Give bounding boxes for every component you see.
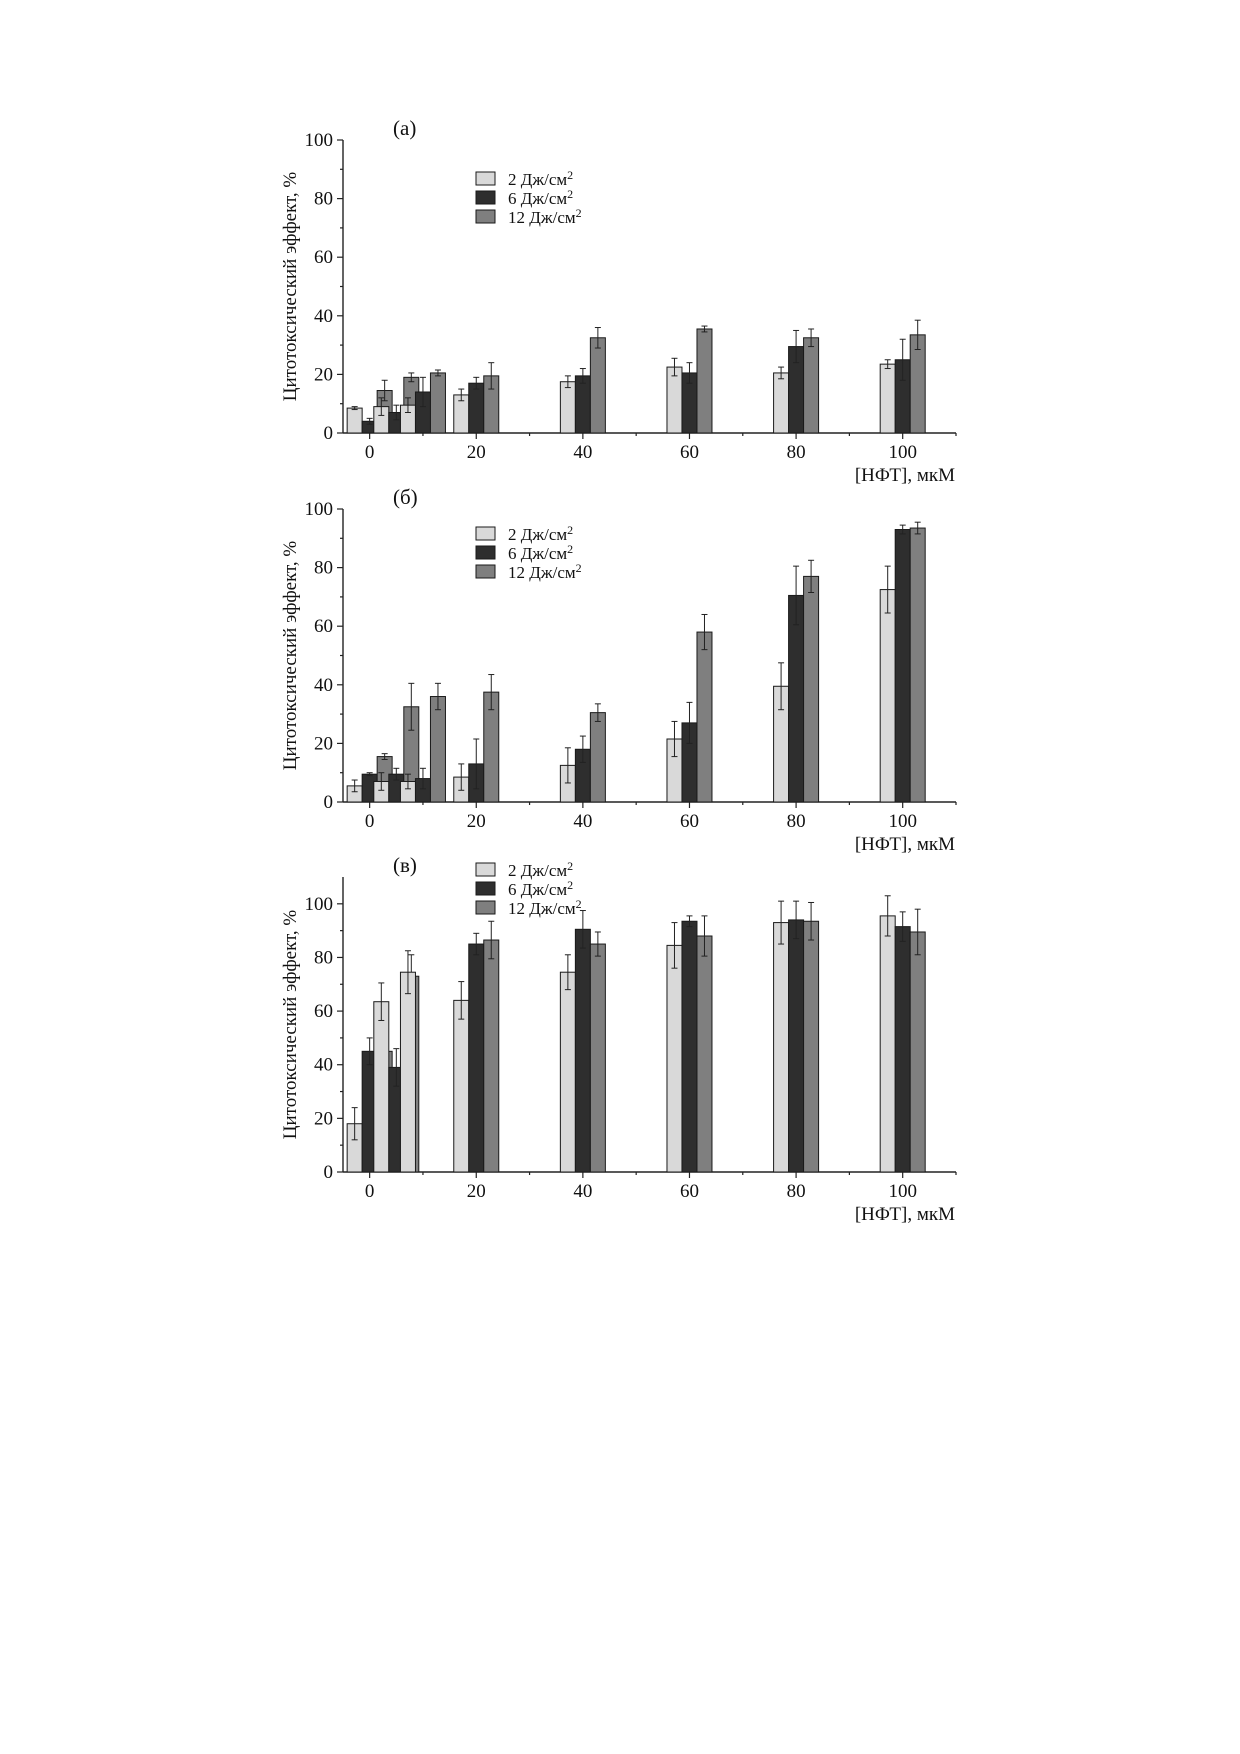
legend-label: 6 $Дж/см^2$ (508, 878, 574, 899)
y-tick-label: 80 (314, 947, 333, 969)
legend-label: 6 $Дж/см^2$ (508, 542, 574, 563)
bar (880, 916, 895, 1172)
legend-label: 2 $Дж/см^2$ (508, 859, 574, 880)
bar (880, 590, 895, 802)
chart-panel-3 (280, 853, 956, 1225)
bar (789, 595, 804, 802)
bar (430, 697, 445, 802)
y-axis-label: Цитотоксический эффект, % (280, 171, 301, 402)
x-tick-label: 100 (888, 811, 917, 832)
y-tick-label: 40 (314, 1054, 333, 1076)
y-tick-label: 60 (314, 247, 333, 269)
bar (590, 713, 605, 802)
x-axis-label: [НФТ], мкМ (854, 1204, 955, 1225)
x-tick-label: 20 (466, 1181, 486, 1202)
bar (469, 383, 484, 433)
legend-swatch (476, 546, 495, 559)
bar (484, 940, 499, 1172)
bar (910, 932, 925, 1172)
bar (560, 382, 575, 433)
y-tick-label: 40 (314, 674, 333, 696)
legend-label: 2 $Дж/см^2$ (508, 523, 574, 544)
legend-swatch (476, 191, 495, 204)
bar (590, 944, 605, 1172)
y-tick-label: 100 (304, 130, 333, 151)
chart-panel-2 (280, 485, 956, 855)
bar (667, 945, 682, 1172)
x-tick-label: 80 (786, 811, 806, 832)
bar (590, 338, 605, 433)
legend-label: 12 $Дж/см^2$ (508, 206, 582, 227)
y-axis-label: Цитотоксический эффект, % (280, 909, 301, 1140)
x-axis-label: [НФТ], мкМ (854, 834, 955, 855)
legend-label: 12 $Дж/см^2$ (508, 897, 582, 918)
y-tick-label: 100 (304, 893, 333, 915)
bar (774, 373, 789, 433)
x-tick-label: 20 (466, 811, 486, 832)
x-tick-label: 60 (679, 1181, 699, 1202)
x-tick-label: 0 (364, 811, 375, 832)
y-tick-label: 20 (314, 1108, 333, 1130)
y-tick-label: 60 (314, 1001, 333, 1023)
panel-label: (б) (393, 485, 418, 509)
bar (347, 408, 362, 433)
bar (697, 936, 712, 1172)
legend-swatch (476, 882, 495, 895)
legend-label: 6 $Дж/см^2$ (508, 187, 574, 208)
legend-swatch (476, 210, 495, 223)
bar (682, 921, 697, 1172)
panel-label: (в) (393, 853, 417, 877)
bar (469, 944, 484, 1172)
legend-label: 12 $Дж/см^2$ (508, 561, 582, 582)
y-tick-label: 0 (323, 1162, 333, 1183)
y-tick-label: 80 (314, 188, 333, 210)
chart-panel-1 (280, 116, 956, 486)
x-tick-label: 60 (679, 811, 699, 832)
bar (697, 632, 712, 802)
y-tick-label: 20 (314, 733, 333, 755)
bar (667, 367, 682, 433)
x-tick-label: 40 (573, 1181, 593, 1202)
x-tick-label: 0 (364, 1181, 375, 1202)
legend-swatch (476, 172, 495, 185)
bar (880, 364, 895, 433)
x-tick-label: 100 (888, 1181, 917, 1202)
panel-label: (а) (393, 116, 417, 140)
bar (895, 927, 910, 1172)
x-axis-label: [НФТ], мкМ (854, 465, 955, 486)
bar (910, 528, 925, 802)
bar (774, 923, 789, 1172)
bar (400, 972, 415, 1172)
bar (374, 1002, 389, 1172)
x-tick-label: 0 (364, 442, 375, 463)
legend-swatch (476, 527, 495, 540)
bar (560, 972, 575, 1172)
y-tick-label: 80 (314, 557, 333, 579)
x-tick-label: 80 (786, 1181, 806, 1202)
bar (430, 373, 445, 433)
y-tick-label: 60 (314, 616, 333, 638)
x-tick-label: 40 (573, 811, 593, 832)
bar (804, 921, 819, 1172)
x-tick-label: 80 (786, 442, 806, 463)
y-tick-label: 0 (323, 423, 333, 444)
bar (804, 576, 819, 802)
y-tick-label: 0 (323, 792, 333, 813)
y-tick-label: 100 (304, 499, 333, 520)
x-tick-label: 100 (888, 442, 917, 463)
bar (575, 929, 590, 1172)
bar (789, 920, 804, 1172)
legend-swatch (476, 863, 495, 876)
x-tick-label: 60 (679, 442, 699, 463)
y-axis-label: Цитотоксический эффект, % (280, 540, 301, 771)
x-tick-label: 20 (466, 442, 486, 463)
legend-swatch (476, 901, 495, 914)
bar (804, 338, 819, 433)
y-tick-label: 40 (314, 305, 333, 327)
legend-label: 2 $Дж/см^2$ (508, 168, 574, 189)
bar (454, 1000, 469, 1172)
y-tick-label: 20 (314, 364, 333, 386)
legend-swatch (476, 565, 495, 578)
x-tick-label: 40 (573, 442, 593, 463)
bar (895, 530, 910, 802)
bar (697, 329, 712, 433)
bar (575, 376, 590, 433)
